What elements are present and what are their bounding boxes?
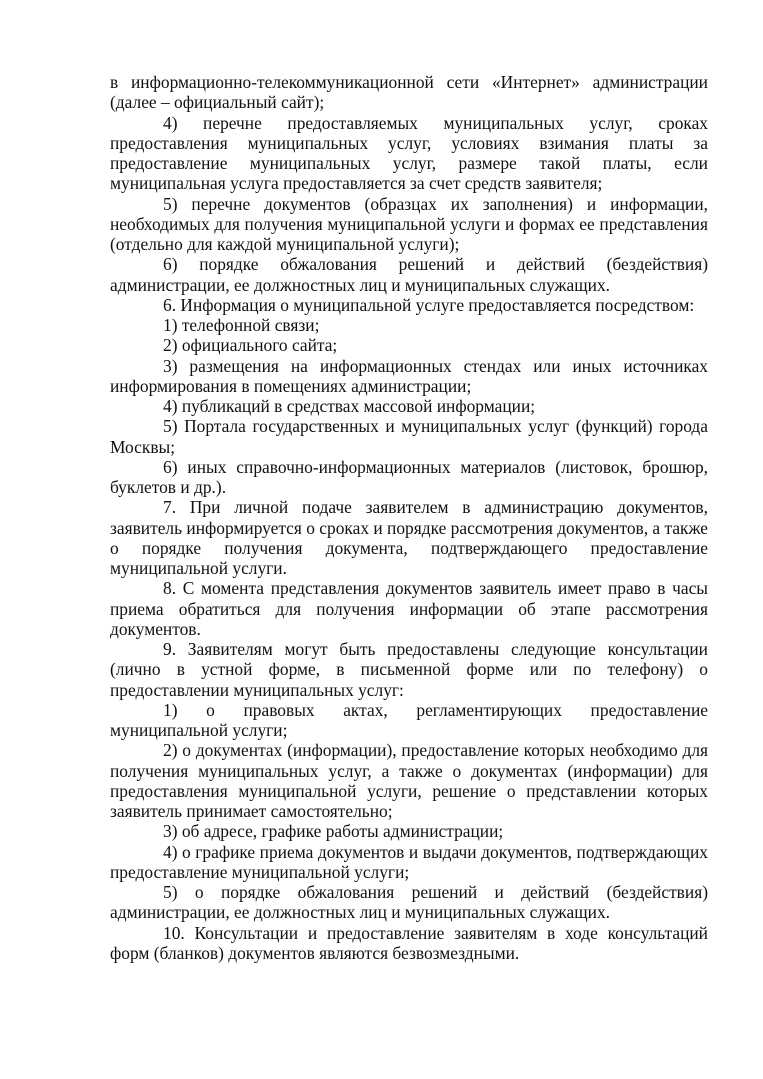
document-page (110, 72, 708, 963)
paragraph-section-8: 8. С момента представления документов заявитель имеет право в часы приема обратиться для получения информации об этапе рассмотрения документов. (110, 578, 708, 639)
paragraph-means-4: 4) публикаций в средствах массовой информации; (163, 396, 536, 416)
paragraph-list-item-4-services: 4) перечне предоставляемых муниципальных услуг, сроках предоставления муниципальных услуг, условиях взимания платы за предоставление муниципальных услуг, размере такой платы, если муниципальная услуга предоставляется за счет средств заявителя; (110, 112, 708, 194)
paragraph-means-1: 1) телефонной связи; (163, 315, 320, 335)
paragraph-list-item-6-appeal: 6) порядке обжалования решений и действий (бездействия) администрации, ее должностных лиц и муниципальных служащих. (110, 254, 708, 295)
paragraph-section-7: 7. При личной подаче заявителем в администрацию документов, заявитель информируется о сроках и порядке рассмотрения документов, а также о порядке получения документа, подтверждающего предоставление муниципальной услуги. (110, 497, 708, 578)
paragraph-section-10: 10. Консультации и предоставление заявителям в ходе консультаций форм (бланков) документов являются безвозмездными. (110, 922, 708, 963)
paragraph-means-6: 6) иных справочно-информационных материалов (листовок, брошюр, буклетов и др.). (110, 456, 708, 497)
paragraph-list-item-5-documents: 5) перечне документов (образцах их заполнения) и информации, необходимых для получения муниципальной услуги и формах ее представления (отдельно для каждой муниципальной услуги); (110, 193, 708, 254)
paragraph-consult-1: 1) о правовых актах, регламентирующих предоставление муниципальной услуги; (110, 699, 708, 740)
paragraph-section-9: 9. Заявителям могут быть предоставлены следующие консультации (лично в устной форме, в письменной форме или по телефону) о предоставлении муниципальных услуг: (110, 639, 708, 700)
paragraph-consult-2: 2) о документах (информации), предоставление которых необходимо для получения муниципальных услуг, а также о документах (информации) для предоставления муниципальной услуги, решение о представлении которых заявитель принимает самостоятельно; (110, 740, 708, 821)
paragraph-consult-4: 4) о графике приема документов и выдачи документов, подтверждающих предоставление муниципальной услуги; (110, 841, 708, 882)
paragraph-website-continuation: в информационно-телекоммуникационной сети «Интернет» администрации (далее – официальный сайт); (110, 72, 708, 113)
paragraph-section-6-heading: 6. Информация о муниципальной услуге предоставляется посредством: (163, 294, 695, 315)
paragraph-consult-5: 5) о порядке обжалования решений и действий (бездействия) администрации, ее должностных лиц и муниципальных служащих. (110, 882, 708, 923)
paragraph-means-2: 2) официального сайта; (163, 335, 338, 356)
paragraph-means-3: 3) размещения на информационных стендах или иных источниках информирования в помещениях администрации; (110, 355, 708, 396)
paragraph-means-5: 5) Портала государственных и муниципальных услуг (функций) города Москвы; (110, 416, 708, 457)
paragraph-consult-3: 3) об адресе, графике работы администрации; (163, 821, 504, 842)
